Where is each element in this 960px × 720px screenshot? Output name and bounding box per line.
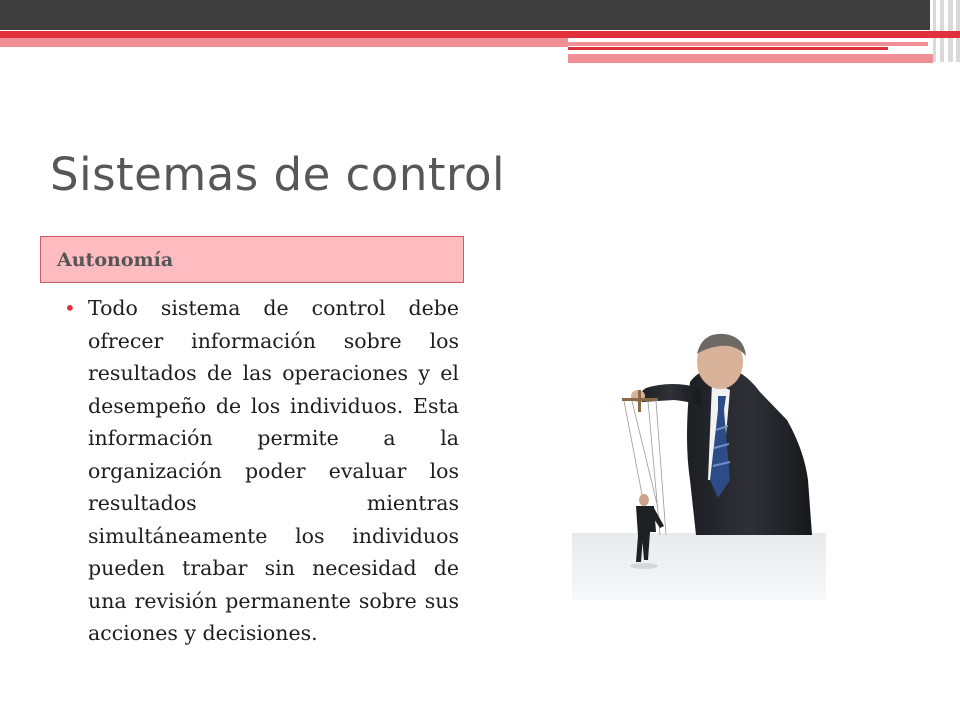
bullet-text: Todo sistema de control debe ofrecer información sobre los resultados de las operaciones y el desempeño de los individuos. Esta información permite a la organización poder evaluar los resultados mientras simultáneamente los individuos pueden trabar sin necesidad de una revisión permanente sobre sus acciones y decisiones. — [88, 296, 459, 645]
slide-title: Sistemas de control — [50, 148, 506, 201]
suit-body — [687, 366, 812, 535]
photo-floor — [572, 533, 826, 600]
accent-stripe-pink — [0, 38, 568, 47]
accent-stripe-red — [568, 47, 888, 50]
bullet-dot-icon: • — [64, 296, 76, 320]
subheading-label: Autonomía — [57, 249, 174, 271]
list-item — [64, 292, 459, 650]
puppet-head — [639, 494, 649, 506]
header-band — [0, 0, 930, 30]
bullet-list — [64, 292, 459, 650]
accent-stripe-pink — [568, 54, 933, 63]
puppeteer-businessman-image — [572, 330, 826, 600]
subheading-box — [40, 236, 464, 283]
accent-stripe-pink — [568, 42, 928, 46]
man-arm — [638, 384, 702, 406]
accent-stripe-red — [0, 31, 960, 38]
